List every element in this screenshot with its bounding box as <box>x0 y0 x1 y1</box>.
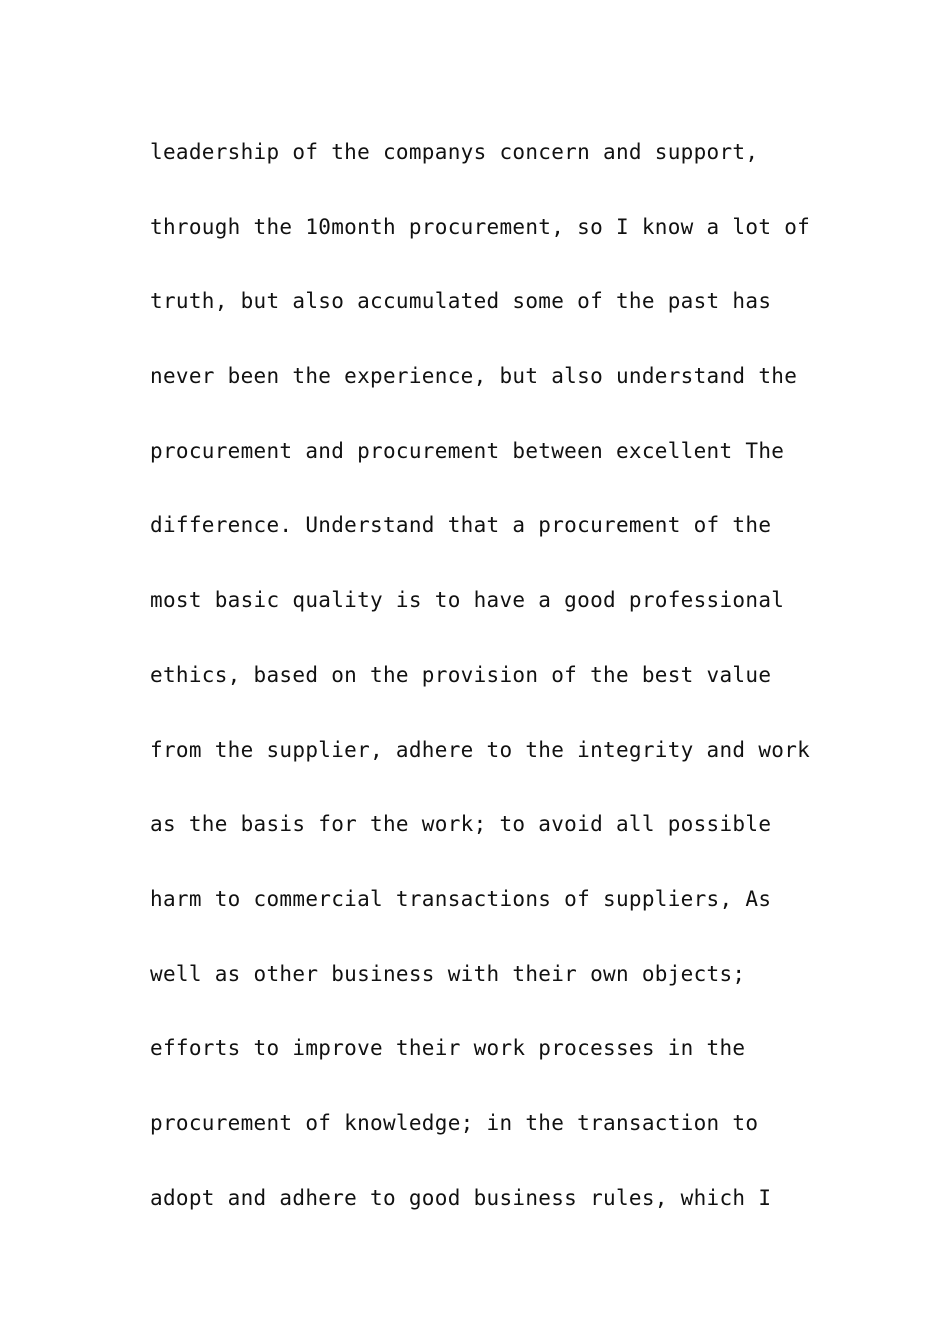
text-line: procurement and procurement between excellent The <box>150 438 785 463</box>
text-line: never been the experience, but also understand the <box>150 364 798 389</box>
text-line: adopt and adhere to good business rules, which I <box>150 1185 772 1210</box>
text-line: well as other business with their own objects; <box>150 961 746 986</box>
text-line: leadership of the companys concern and support, <box>150 140 759 164</box>
text-line: procurement of knowledge; in the transaction to <box>150 1110 759 1135</box>
text-line: difference. Understand that a procurement of the <box>150 513 772 538</box>
text-line: through the 10month procurement, so I know a lot of <box>150 214 811 239</box>
text-line: ethics, based on the provision of the best value <box>150 662 772 687</box>
body-text <box>150 115 830 1235</box>
text-line: as the basis for the work; to avoid all possible <box>150 812 772 837</box>
text-line: harm to commercial transactions of suppliers, As <box>150 886 772 911</box>
text-line: most basic quality is to have a good professional <box>150 588 785 613</box>
text-line: efforts to improve their work processes in the <box>150 1036 746 1061</box>
text-line: truth, but also accumulated some of the past has <box>150 289 772 314</box>
text-line: from the supplier, adhere to the integrity and work <box>150 737 811 762</box>
